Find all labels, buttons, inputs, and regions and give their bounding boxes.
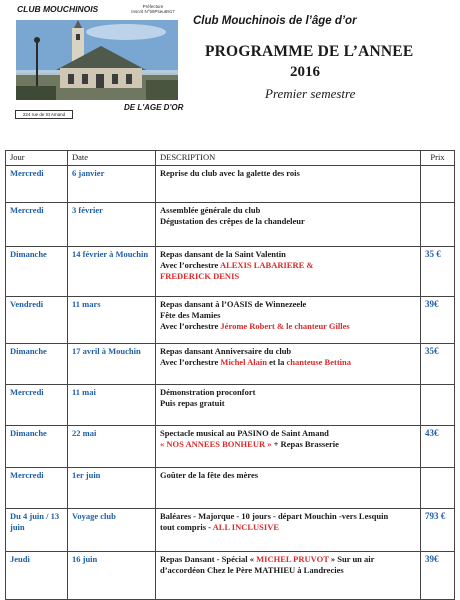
description-line <box>160 470 416 481</box>
description-line <box>160 346 416 357</box>
table-row <box>6 385 455 426</box>
description-line <box>160 522 416 533</box>
description-line <box>160 357 416 368</box>
row-date: 11 mars <box>68 297 156 344</box>
column-header-price: Prix <box>421 151 455 166</box>
description-line <box>160 271 416 282</box>
row-date: 1er juin <box>68 468 156 509</box>
row-price: 35€ <box>421 344 455 385</box>
table-row <box>6 344 455 385</box>
row-description <box>156 468 421 509</box>
row-description <box>156 552 421 600</box>
row-description <box>156 385 421 426</box>
highlight-text: « NOS ANNEES BONHEUR » <box>160 439 272 449</box>
table-row <box>6 297 455 344</box>
row-day: Dimanche <box>6 247 68 297</box>
semester-label: Premier semestre <box>265 86 356 101</box>
church-photo <box>16 20 178 100</box>
description-line <box>160 249 416 260</box>
highlight-text: Jérome Robert & le chanteur Gilles <box>220 321 350 331</box>
description-text: Fête des Mamies <box>160 310 221 320</box>
row-day: Mercredi <box>6 468 68 509</box>
row-day: Mercredi <box>6 385 68 426</box>
row-date: 3 février <box>68 203 156 247</box>
row-date: 11 mai <box>68 385 156 426</box>
table-row <box>6 166 455 203</box>
program-table <box>5 150 455 600</box>
row-price <box>421 166 455 203</box>
description-line <box>160 511 416 522</box>
highlight-text: FREDERICK DENIS <box>160 271 240 281</box>
row-day: Mercredi <box>6 203 68 247</box>
description-line <box>160 216 416 227</box>
registration-line: Inscrit N°59Pseu6917 <box>131 9 175 14</box>
description-text: Repas dansant de la Saint Valentin <box>160 249 286 259</box>
description-text: Repas dansant à l’OASIS de Winnezeele <box>160 299 307 309</box>
row-date: 22 mai <box>68 426 156 468</box>
description-line <box>160 439 416 450</box>
description-line <box>160 260 416 271</box>
row-description <box>156 203 421 247</box>
table-row <box>6 468 455 509</box>
highlight-text: ALEXIS LABARIERE & <box>219 260 314 270</box>
description-text: Démonstration proconfort <box>160 387 256 397</box>
description-text: Repas Dansant - Spécial « <box>160 554 257 564</box>
table-header-row <box>6 151 455 166</box>
row-description <box>156 297 421 344</box>
description-text: Goûter de la fête des mères <box>160 470 259 480</box>
description-line <box>160 310 416 321</box>
row-price: 39€ <box>421 297 455 344</box>
row-day: Jeudi <box>6 552 68 600</box>
club-heading: Club Mouchinois de l’âge d’or <box>193 15 357 27</box>
description-line <box>160 205 416 216</box>
prefecture-note <box>128 4 178 14</box>
row-price: 35 € <box>421 247 455 297</box>
row-description <box>156 344 421 385</box>
row-day: Dimanche <box>6 426 68 468</box>
row-date: 17 avril à Mouchin <box>68 344 156 385</box>
column-header-date: Date <box>68 151 156 166</box>
row-description <box>156 247 421 297</box>
highlight-text: chanteuse Bettina <box>286 357 351 367</box>
row-day: Du 4 juin / 13 juin <box>6 509 68 552</box>
prefecture-line: Préfecture <box>142 4 164 9</box>
description-line <box>160 299 416 310</box>
highlight-text: Michel Alain <box>220 357 267 367</box>
row-date: 14 février à Mouchin <box>68 247 156 297</box>
row-day: Vendredi <box>6 297 68 344</box>
highlight-text: ALL INCLUSIVE <box>212 522 280 532</box>
table-row <box>6 247 455 297</box>
row-price: 793 € <box>421 509 455 552</box>
row-day: Mercredi <box>6 166 68 203</box>
program-year: 2016 <box>290 64 320 80</box>
description-line <box>160 398 416 409</box>
description-line <box>160 554 416 576</box>
table-row <box>6 203 455 247</box>
table-row <box>6 552 455 600</box>
description-text: » Sur un air d’accordéon Chez le Père MATHIEU à Landrecies <box>160 554 375 575</box>
description-line <box>160 387 416 398</box>
description-text: Reprise du club avec la galette des rois <box>160 168 300 178</box>
description-line <box>160 428 416 439</box>
description-text: Dégustation des crêpes de la chandeleur <box>160 216 305 226</box>
highlight-text: MICHEL PRUVOT <box>256 554 329 564</box>
description-text: + Repas Brasserie <box>271 439 339 449</box>
description-text: Avec l’orchestre <box>160 321 221 331</box>
row-price <box>421 468 455 509</box>
row-date: Voyage club <box>68 509 156 552</box>
description-text: Spectacle musical au PASINO de Saint Amand <box>160 428 329 438</box>
row-price <box>421 385 455 426</box>
table-row <box>6 509 455 552</box>
column-header-day: Jour <box>6 151 68 166</box>
club-name: CLUB MOUCHINOIS <box>17 4 99 14</box>
address-box: 224 rue de St Amand <box>15 110 73 119</box>
description-text: et la <box>266 357 287 367</box>
description-text: Avec l’orchestre <box>160 260 220 270</box>
row-description <box>156 426 421 468</box>
program-title: PROGRAMME DE L’ANNEE <box>205 43 414 60</box>
row-description <box>156 509 421 552</box>
row-date: 16 juin <box>68 552 156 600</box>
row-day: Dimanche <box>6 344 68 385</box>
age-dor-label: DE L'AGE D'OR <box>124 103 184 112</box>
description-text: Avec l’orchestre <box>160 357 221 367</box>
row-price <box>421 203 455 247</box>
table-row <box>6 426 455 468</box>
row-price: 43€ <box>421 426 455 468</box>
row-date: 6 janvier <box>68 166 156 203</box>
row-price: 39€ <box>421 552 455 600</box>
description-line <box>160 168 416 179</box>
description-text: tout compris - <box>160 522 213 532</box>
description-text: Baléares - Majorque - 10 jours - départ Mouchin -vers Lesquin <box>160 511 389 521</box>
column-header-description: DESCRIPTION <box>156 151 421 166</box>
description-text: Puis repas gratuit <box>160 398 225 408</box>
row-description <box>156 166 421 203</box>
description-text: Repas dansant Anniversaire du club <box>160 346 292 356</box>
description-text: Assemblée générale du club <box>160 205 261 215</box>
description-line <box>160 321 416 332</box>
